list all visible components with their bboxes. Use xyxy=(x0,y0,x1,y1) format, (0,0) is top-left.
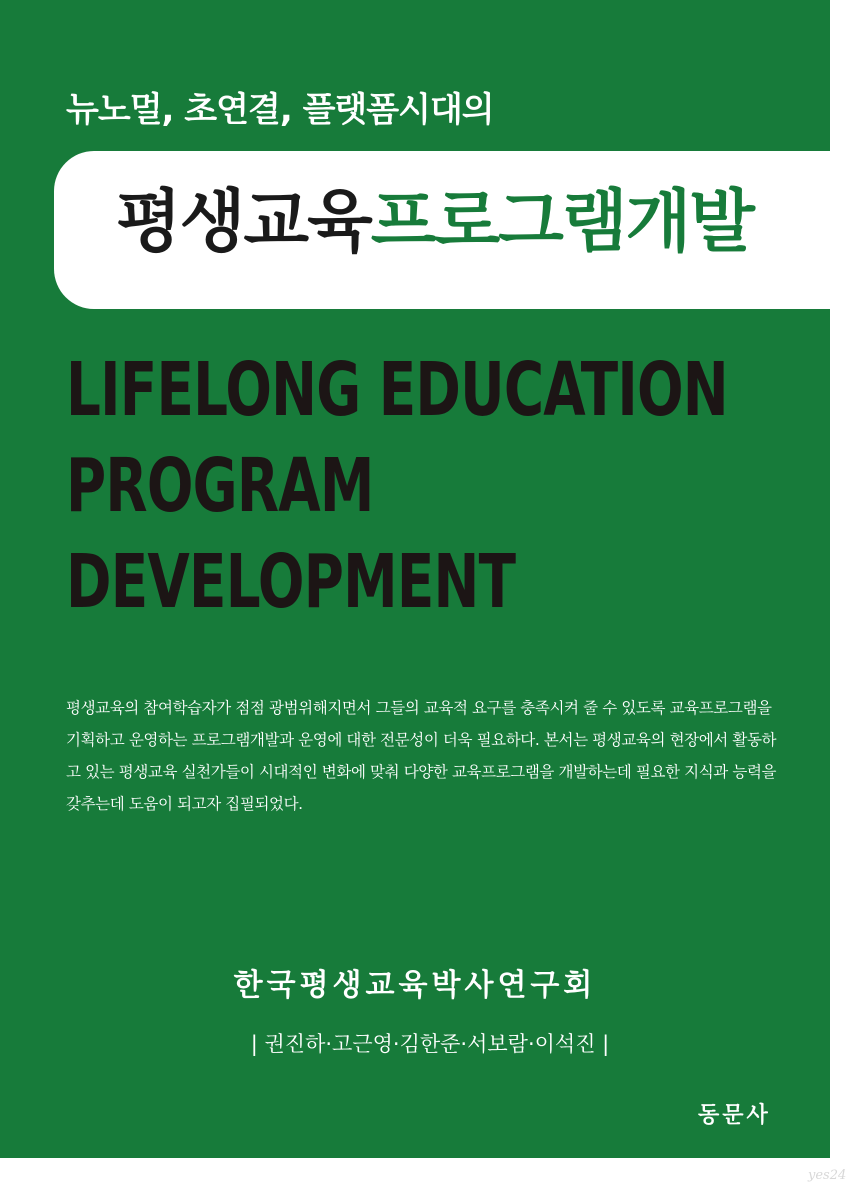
cover-subtitle: 뉴노멀, 초연결, 플랫폼시대의 xyxy=(66,90,494,130)
english-title-line-1: LIFELONG EDUCATION xyxy=(66,347,728,433)
author-names: | 권진하·고근영·김한준·서보람·이석진 | xyxy=(250,1032,610,1056)
english-title-line-2: PROGRAM xyxy=(66,443,374,529)
watermark: yes24 xyxy=(808,1168,847,1183)
english-title xyxy=(66,342,728,630)
title-part-black: 평생교육 xyxy=(116,183,371,262)
cover-title xyxy=(116,183,753,262)
publisher-name: 동문사 xyxy=(698,1103,771,1128)
english-title-line-3: DEVELOPMENT xyxy=(66,539,516,625)
book-description: 평생교육의 참여학습자가 점점 광범위해지면서 그들의 교육적 요구를 충족시켜 줄 수 있도록 교육프로그램을 기획하고 운영하는 프로그램개발과 운영에 대한 전문성이 더욱 필요하다. 본서는 평생교육의 현장에서 활동하고 있는 평생교육 실천가들이 시대적인 변화에 맞춰 다양한 교육프로그램을 개발하는데 필요한 지식과 능력을 갖추는데 도움이 되고자 집필되었다. xyxy=(66,699,777,813)
author-association: 한국평생교육박사연구회 xyxy=(233,968,597,1003)
title-part-green: 프로그램개발 xyxy=(370,183,753,262)
